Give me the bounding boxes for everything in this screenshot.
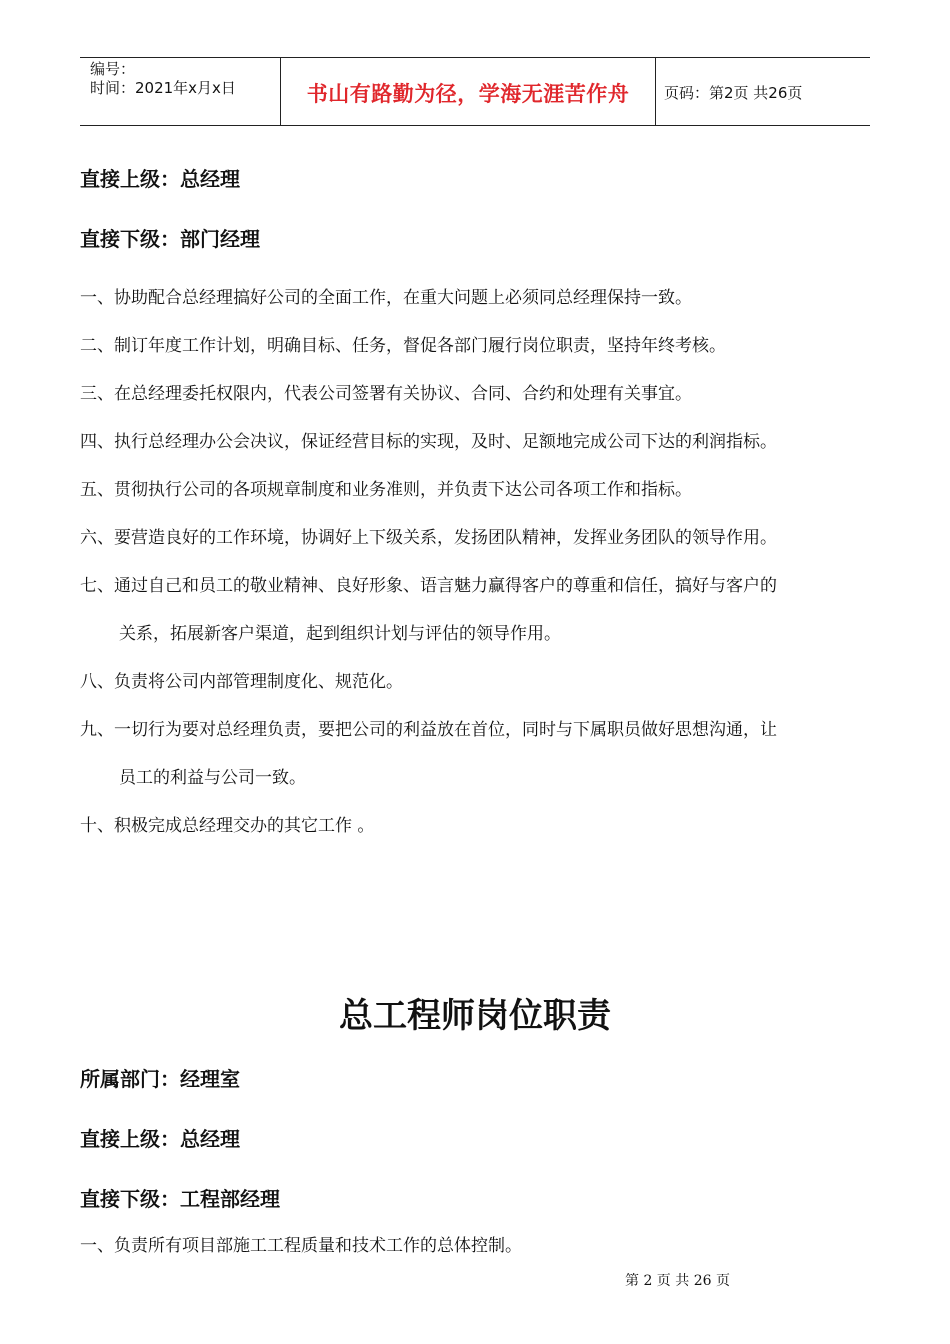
section2-title: 总工程师岗位职责 xyxy=(339,996,611,1036)
duty-item-9-line2: 员工的利益与公司一致。 xyxy=(119,768,306,788)
duty-item-7-line1: 七、通过自己和员工的敬业精神、良好形象、语言魅力赢得客户的尊重和信任，搞好与客户的 xyxy=(80,576,777,596)
duty-item-9-line1: 九、一切行为要对总经理负责，要把公司的利益放在首位，同时与下属职员做好思想沟通，让 xyxy=(80,720,777,740)
duty-item-2: 二、制订年度工作计划，明确目标、任务，督促各部门履行岗位职责，坚持年终考核。 xyxy=(80,336,726,356)
duty-item-7-line2: 关系，拓展新客户渠道，起到组织计划与评估的领导作用。 xyxy=(119,624,561,644)
duty-item-3: 三、在总经理委托权限内，代表公司签署有关协议、合同、合约和处理有关事宜。 xyxy=(80,384,692,404)
section2-superior: 直接上级：总经理 xyxy=(80,1127,240,1151)
header-motto: 书山有路勤为径，学海无涯苦作舟 xyxy=(306,82,630,106)
header-table xyxy=(80,57,870,126)
header-motto-cell xyxy=(280,58,656,125)
section1-subordinate: 直接下级：部门经理 xyxy=(80,227,260,251)
duty-item-7 xyxy=(80,562,875,658)
duty-item-9 xyxy=(80,706,875,802)
document-number-label: 编号： xyxy=(90,60,136,78)
duty-item-6: 六、要营造良好的工作环境，协调好上下级关系，发扬团队精神，发挥业务团队的领导作用。 xyxy=(80,528,777,548)
section2-subordinate: 直接下级：工程部经理 xyxy=(80,1187,280,1211)
header-meta-cell xyxy=(80,58,280,125)
section2-department: 所属部门：经理室 xyxy=(80,1067,240,1091)
document-time-label: 时间：2021年x月x日 xyxy=(90,79,236,97)
duty-item-1: 一、协助配合总经理搞好公司的全面工作，在重大问题上必须同总经理保持一致。 xyxy=(80,288,692,308)
duty-item-8: 八、负责将公司内部管理制度化、规范化。 xyxy=(80,672,403,692)
header-page-info: 页码：第2页 共26页 xyxy=(664,84,803,102)
engineer-duty-item-1: 一、负责所有项目部施工工程质量和技术工作的总体控制。 xyxy=(80,1236,522,1256)
section1-superior: 直接上级：总经理 xyxy=(80,167,240,191)
duty-item-4: 四、执行总经理办公会决议，保证经营目标的实现，及时、足额地完成公司下达的利润指标。 xyxy=(80,432,777,452)
duty-item-5: 五、贯彻执行公司的各项规章制度和业务准则，并负责下达公司各项工作和指标。 xyxy=(80,480,692,500)
header-page-cell xyxy=(656,58,870,125)
footer-page-info: 第 2 页 共 26 页 xyxy=(625,1273,730,1289)
duty-item-10: 十、积极完成总经理交办的其它工作 。 xyxy=(80,816,375,836)
